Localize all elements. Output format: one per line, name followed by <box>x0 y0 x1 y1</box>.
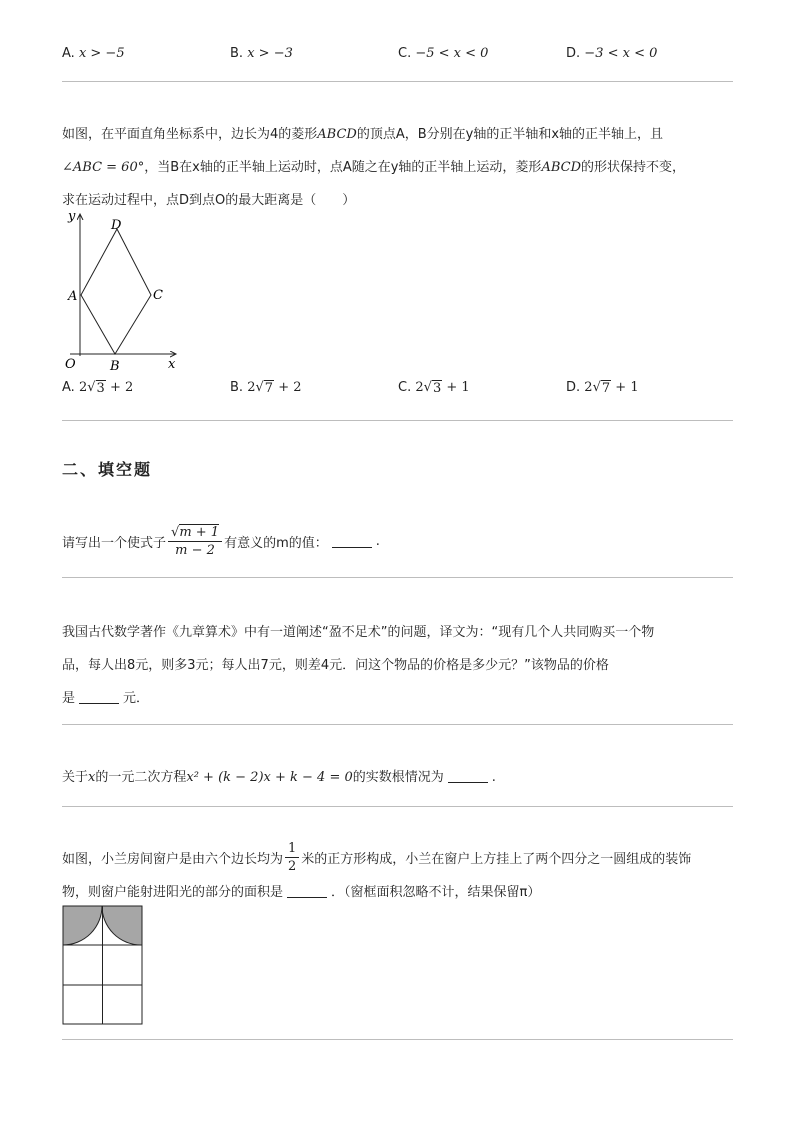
divider <box>62 724 733 725</box>
option-label: B. <box>230 380 244 395</box>
option-expr: −3 < x < 0 <box>584 46 658 61</box>
answer-blank[interactable] <box>79 691 119 704</box>
text: 如图，小兰房间窗户是由六个边长均为 <box>62 852 284 867</box>
prev-option-c[interactable] <box>398 46 488 61</box>
text: ．（窗框面积忽略不计，结果保留π） <box>331 885 541 900</box>
fraction-numerator: √m + 1 <box>168 524 222 542</box>
text: 关于 <box>62 770 89 785</box>
divider <box>62 420 733 421</box>
fraction-denominator: 2 <box>288 859 297 874</box>
text: 的一元二次方程 <box>95 770 187 785</box>
option-tail: + 2 <box>109 380 134 395</box>
rhombus-question-line3: 求在运动过程中，点D到点O的最大距离是（ ） <box>62 193 356 208</box>
radicand: m + 1 <box>179 525 220 540</box>
fraction-numerator: 1 <box>285 840 299 858</box>
divider <box>62 1039 733 1040</box>
answer-blank[interactable] <box>287 885 327 898</box>
text: 的顶点A，B分别在y轴的正半轴和x轴的正半轴上，且 <box>356 127 664 142</box>
text: 请写出一个使式子 <box>62 536 167 551</box>
rhombus-question-line1 <box>62 123 663 142</box>
text: 元． <box>123 691 150 706</box>
answer-blank[interactable] <box>448 770 488 783</box>
text: 是 <box>62 691 76 706</box>
option-label: B. <box>230 46 244 61</box>
option-label: C. <box>398 46 412 61</box>
option-label: A. <box>62 380 75 395</box>
option-tail: + 1 <box>615 380 639 395</box>
math-text: ∠ABC = 60° <box>62 160 145 175</box>
label-a: A <box>68 289 78 304</box>
option-label: A. <box>62 46 75 61</box>
text: 米的正方形构成，小兰在窗户上方挂上了两个四分之一圆组成的装饰 <box>301 852 692 867</box>
sqrt: √ 7 <box>255 380 274 396</box>
option-label: C. <box>398 380 412 395</box>
radicand: 7 <box>264 381 274 396</box>
option-coef: 2 <box>247 380 256 395</box>
option-expr: x > −5 <box>78 46 125 61</box>
equation: x² + (k − 2)x + k − 4 = 0 <box>186 770 353 785</box>
label-x: x <box>168 357 176 372</box>
rhombus-abcd <box>81 229 151 354</box>
rhombus-question-line2 <box>62 156 685 175</box>
math-text: ABCD <box>541 160 581 175</box>
text: . <box>491 770 496 785</box>
option-label: D. <box>566 46 581 61</box>
text: 如图，在平面直角坐标系中，边长为4的菱形 <box>62 127 318 142</box>
option-coef: 2 <box>584 380 593 395</box>
window-figure <box>62 905 144 1026</box>
math-text: x <box>88 770 96 785</box>
fraction <box>285 840 299 875</box>
fill-question-2-line1: 我国古代数学著作《九章算术》中有一道阐述“盈不足术”的问题，译文为：“现有几个人共同购买一个物 <box>62 625 655 640</box>
option-coef: 2 <box>78 380 88 395</box>
rhombus-figure <box>62 208 182 372</box>
answer-blank[interactable] <box>332 535 372 548</box>
option-tail: + 1 <box>446 380 470 395</box>
label-b: B <box>110 359 120 372</box>
prev-option-d[interactable] <box>566 46 657 61</box>
fill-question-4-line2 <box>62 881 540 900</box>
rhombus-option-c[interactable] <box>398 380 470 396</box>
option-label: D. <box>566 380 581 395</box>
rhombus-option-d[interactable] <box>566 380 639 396</box>
divider <box>62 81 733 82</box>
radicand: 3 <box>432 381 442 396</box>
radicand: 3 <box>96 381 105 396</box>
text: 的实数根情况为 <box>352 770 444 785</box>
fraction <box>168 524 222 559</box>
fill-question-4-line1 <box>62 840 691 875</box>
fill-question-2-line3 <box>62 687 149 706</box>
text: 的形状保持不变， <box>581 160 686 175</box>
option-coef: 2 <box>415 380 424 395</box>
fill-question-3 <box>62 766 496 785</box>
text: . <box>375 534 380 549</box>
option-expr: x > −3 <box>247 46 293 61</box>
text: ，当B在x轴的正半轴上运动时，点A随之在y轴的正半轴上运动，菱形 <box>144 160 542 175</box>
rhombus-option-b[interactable] <box>230 380 302 396</box>
label-d: D <box>111 218 122 233</box>
fill-question-2-line2: 品，每人出8元，则多3元；每人出7元，则差4元．问这个物品的价格是多少元？”该物品的价格 <box>62 658 609 673</box>
label-c: C <box>153 288 163 303</box>
divider <box>62 806 733 807</box>
label-o: O <box>65 357 76 372</box>
text: 物，则窗户能射进阳光的部分的面积是 <box>62 885 284 900</box>
option-tail: + 2 <box>278 380 302 395</box>
sqrt: √ 3 <box>423 380 442 396</box>
label-y: y <box>68 209 76 224</box>
section-title: 二、填空题 <box>62 460 153 479</box>
fraction-denominator: m − 2 <box>175 543 215 558</box>
rhombus-option-a[interactable] <box>62 380 133 396</box>
text: 有意义的m的值： <box>224 536 328 551</box>
radicand: 7 <box>601 381 611 396</box>
sqrt: √ 3 <box>87 380 105 396</box>
fill-question-1 <box>62 524 380 559</box>
prev-option-b[interactable] <box>230 46 293 61</box>
prev-option-a[interactable] <box>62 46 125 61</box>
math-text: ABCD <box>317 127 357 142</box>
divider <box>62 577 733 578</box>
option-expr: −5 < x < 0 <box>415 46 489 61</box>
sqrt: √ 7 <box>592 380 611 396</box>
